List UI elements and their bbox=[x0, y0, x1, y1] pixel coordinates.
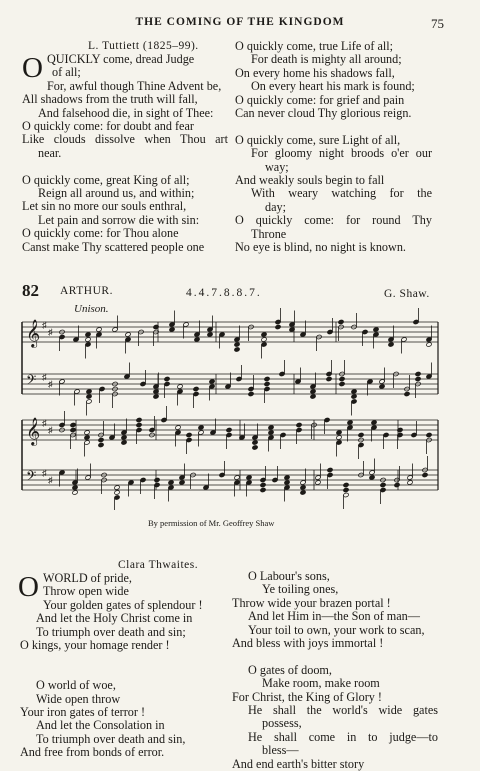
note-head bbox=[268, 425, 274, 430]
note-head bbox=[379, 384, 385, 389]
note-head bbox=[121, 440, 127, 445]
verse-line: O quickly come, sure Light of all, bbox=[235, 132, 401, 147]
page-number: 75 bbox=[431, 16, 444, 31]
hymn-81-author: L. Tuttiett (1825–99). bbox=[88, 40, 199, 52]
note-head bbox=[351, 389, 357, 394]
note-head bbox=[114, 485, 120, 490]
note-head bbox=[234, 347, 240, 352]
verse-line: O kings, your homage render ! bbox=[20, 638, 170, 653]
verse-line bbox=[235, 120, 432, 133]
hymn-81-left-column bbox=[22, 53, 228, 254]
note-head bbox=[85, 332, 91, 337]
note-head bbox=[339, 376, 345, 381]
verse-line: O Labour's sons, bbox=[248, 569, 330, 583]
verse-line: For death is mighty all around; bbox=[251, 52, 402, 67]
note-head bbox=[300, 490, 306, 495]
note-head bbox=[284, 475, 290, 480]
bass-clef-icon: 𝄢 bbox=[26, 374, 37, 391]
note-head bbox=[268, 430, 274, 435]
hymn-82-composer: G. Shaw. bbox=[384, 288, 430, 300]
note-head bbox=[194, 337, 200, 342]
note-head bbox=[136, 417, 142, 422]
note-head bbox=[96, 327, 102, 332]
note-head bbox=[252, 440, 258, 445]
verse-line: O quickly come: for Thou alone bbox=[22, 226, 179, 241]
note-head bbox=[358, 432, 364, 437]
note-head bbox=[98, 442, 104, 447]
note-head bbox=[404, 391, 410, 396]
sharp-icon: ♯ bbox=[42, 372, 47, 382]
verse-line: Your toil to own, your work to scan, bbox=[248, 622, 425, 637]
verse-line bbox=[20, 666, 230, 679]
note-head bbox=[153, 394, 159, 399]
sharp-icon: ♯ bbox=[42, 418, 47, 428]
note-head bbox=[336, 435, 342, 440]
note-head bbox=[422, 472, 428, 477]
note-head bbox=[252, 445, 258, 450]
verse-line: For Christ, the King of Glory ! bbox=[232, 689, 382, 704]
note-head bbox=[125, 332, 131, 337]
note-head bbox=[275, 324, 281, 329]
note-head bbox=[98, 437, 104, 442]
verse-line: Let pain and sorrow die with sin: bbox=[38, 212, 200, 227]
verse-line: Throw open wide bbox=[42, 584, 129, 599]
note-head bbox=[207, 332, 213, 337]
verse-line: And let the Consolation in bbox=[36, 718, 165, 733]
verse-line bbox=[22, 160, 228, 173]
note-head bbox=[177, 384, 183, 389]
verse-line: WORLD of pride, bbox=[42, 571, 132, 585]
note-head bbox=[70, 422, 76, 427]
verse-line: Canst make Thy scattered people one bbox=[22, 239, 205, 254]
sharp-icon: ♯ bbox=[48, 475, 53, 485]
note-head bbox=[260, 482, 266, 487]
sharp-icon: ♯ bbox=[42, 320, 47, 330]
note-head bbox=[296, 422, 302, 427]
verse-line: He shall come in to judge—to bbox=[248, 729, 438, 744]
note-head bbox=[261, 337, 267, 342]
note-head bbox=[264, 381, 270, 386]
hymn-82-author: Clara Thwaites. bbox=[118, 559, 199, 571]
verse-line: near. bbox=[38, 145, 62, 160]
note-head bbox=[121, 435, 127, 440]
note-head bbox=[310, 394, 316, 399]
verse-line: day; bbox=[265, 199, 286, 214]
verse-line: And end earth's bitter story bbox=[232, 756, 365, 771]
note-head bbox=[70, 427, 76, 432]
music-direction: Unison. bbox=[74, 303, 109, 315]
note-head bbox=[84, 435, 90, 440]
note-head bbox=[168, 480, 174, 485]
sharp-icon: ♯ bbox=[48, 425, 53, 435]
note-head bbox=[86, 389, 92, 394]
note-head bbox=[72, 485, 78, 490]
verse-line: On every heart his mark is found; bbox=[251, 79, 415, 94]
note-head bbox=[394, 482, 400, 487]
sharp-icon: ♯ bbox=[42, 468, 47, 478]
verse-line: And let Him in—the Son of man— bbox=[248, 609, 420, 624]
note-head bbox=[300, 485, 306, 490]
note-head bbox=[226, 427, 232, 432]
verse-line: Like clouds dissolve when Thou art bbox=[22, 132, 228, 147]
verse-line: O quickly come, true Life of all; bbox=[235, 39, 394, 53]
verse-line: And bless with joys immortal ! bbox=[232, 636, 384, 651]
permission-credit: By permission of Mr. Geoffrey Shaw bbox=[148, 518, 275, 528]
verse-line: Let sin no more our souls enthral, bbox=[22, 199, 187, 214]
verse-line: Your iron gates of terror ! bbox=[20, 705, 146, 720]
verse-line: For gloomy night broods o'er our bbox=[251, 146, 432, 161]
verse-line: of all; bbox=[52, 65, 81, 80]
verse-line: He shall the world's wide gates bbox=[248, 703, 438, 718]
note-head bbox=[193, 386, 199, 391]
verse-line: way; bbox=[265, 159, 289, 174]
note-head bbox=[369, 475, 375, 480]
note-head bbox=[209, 379, 215, 384]
note-head bbox=[85, 337, 91, 342]
note-head bbox=[72, 490, 78, 495]
verse-line: possess, bbox=[262, 716, 302, 731]
verse-line: QUICKLY come, dread Judge bbox=[46, 52, 195, 66]
note-head bbox=[261, 332, 267, 337]
note-head bbox=[388, 342, 394, 347]
note-head bbox=[175, 425, 181, 430]
verse-line: Reign all around us, and within; bbox=[38, 186, 195, 201]
note-head bbox=[248, 391, 254, 396]
verse-line: To triumph over death and sin, bbox=[36, 731, 186, 746]
verse-line: On every home his shadows fall, bbox=[235, 65, 395, 80]
verse-line: O gates of doom, bbox=[248, 662, 332, 677]
verse-line: And falsehood die, in sight of Thee: bbox=[38, 105, 214, 120]
verse-line: For, awful though Thine Advent be, bbox=[46, 78, 222, 93]
note-head bbox=[371, 420, 377, 425]
verse-line: Can never cloud Thy glorious reign. bbox=[235, 106, 412, 121]
note-head bbox=[347, 420, 353, 425]
note-head bbox=[339, 381, 345, 386]
note-head bbox=[84, 430, 90, 435]
hymn-82-dropcap: O bbox=[18, 571, 39, 603]
verse-line: To triumph over death and sin; bbox=[36, 624, 186, 639]
verse-line: And weakly souls begin to fall bbox=[235, 173, 385, 188]
verse-line: Wide open throw bbox=[36, 691, 121, 706]
hymn-82-right-column bbox=[232, 570, 438, 771]
treble-clef-icon: 𝄞 bbox=[26, 321, 41, 347]
verse-line: Throne bbox=[251, 226, 287, 241]
bass-clef-icon: 𝄢 bbox=[26, 470, 37, 487]
note-head bbox=[246, 475, 252, 480]
note-head bbox=[284, 480, 290, 485]
sharp-icon: ♯ bbox=[48, 327, 53, 337]
note-head bbox=[327, 467, 333, 472]
note-head bbox=[260, 487, 266, 492]
hymn-81-dropcap: O bbox=[22, 52, 43, 84]
verse-line: Your golden gates of splendour ! bbox=[42, 597, 203, 612]
verse-line bbox=[20, 652, 230, 665]
note-head bbox=[179, 480, 185, 485]
verse-line: O quickly come: for grief and pain bbox=[235, 92, 405, 107]
hymn-82-meter: 4.4.7.8.8.7. bbox=[186, 287, 262, 299]
note-head bbox=[169, 327, 175, 332]
note-head bbox=[343, 487, 349, 492]
note-head bbox=[380, 482, 386, 487]
note-head bbox=[336, 430, 342, 435]
verse-line: Ye toiling ones, bbox=[262, 582, 339, 597]
hymn-81-right-column bbox=[235, 40, 432, 254]
note-head bbox=[426, 342, 432, 347]
note-head bbox=[338, 319, 344, 324]
note-head bbox=[426, 432, 432, 437]
note-head bbox=[373, 327, 379, 332]
verse-line: With weary watching for the bbox=[251, 186, 432, 201]
verse-line: No eye is blind, no night is known. bbox=[235, 240, 406, 255]
verse-line: bless— bbox=[262, 743, 299, 758]
note-head bbox=[234, 342, 240, 347]
verse-line: O world of woe, bbox=[36, 678, 116, 693]
verse-line: Make room, make room bbox=[262, 676, 380, 691]
note-head bbox=[407, 480, 413, 485]
note-head bbox=[326, 376, 332, 381]
note-head bbox=[315, 480, 321, 485]
note-head bbox=[164, 376, 170, 381]
verse-line bbox=[232, 650, 438, 663]
verse-line: Throw wide your brazen portal ! bbox=[232, 595, 391, 610]
verse-line: O quickly come: for doubt and fear bbox=[22, 119, 194, 134]
verse-line: O quickly come, great King of all; bbox=[22, 172, 190, 187]
note-head bbox=[136, 422, 142, 427]
hymn-82-tune-name: ARTHUR. bbox=[60, 285, 113, 297]
note-head bbox=[415, 371, 421, 376]
treble-clef-icon: 𝄞 bbox=[26, 419, 41, 445]
note-head bbox=[86, 394, 92, 399]
hymn-82-left-column bbox=[18, 572, 230, 760]
note-head bbox=[264, 376, 270, 381]
note-head bbox=[234, 475, 240, 480]
sharp-icon: ♯ bbox=[48, 379, 53, 389]
note-head bbox=[114, 490, 120, 495]
note-head bbox=[310, 389, 316, 394]
note-head bbox=[351, 394, 357, 399]
verse-line: And free from bonds of error. bbox=[20, 745, 165, 760]
note-head bbox=[154, 477, 160, 482]
note-head bbox=[186, 432, 192, 437]
note-head bbox=[343, 482, 349, 487]
verse-line: And let the Holy Christ come in bbox=[36, 611, 193, 626]
note-head bbox=[198, 425, 204, 430]
verse-line: O quickly come: for round Thy bbox=[235, 213, 432, 228]
music-score bbox=[18, 298, 442, 510]
hymn-82-number: 82 bbox=[22, 281, 39, 300]
note-head bbox=[415, 376, 421, 381]
page-running-title: THE COMING OF THE KINGDOM bbox=[135, 16, 345, 28]
verse-line: All shadows from the truth will fall, bbox=[22, 92, 198, 107]
